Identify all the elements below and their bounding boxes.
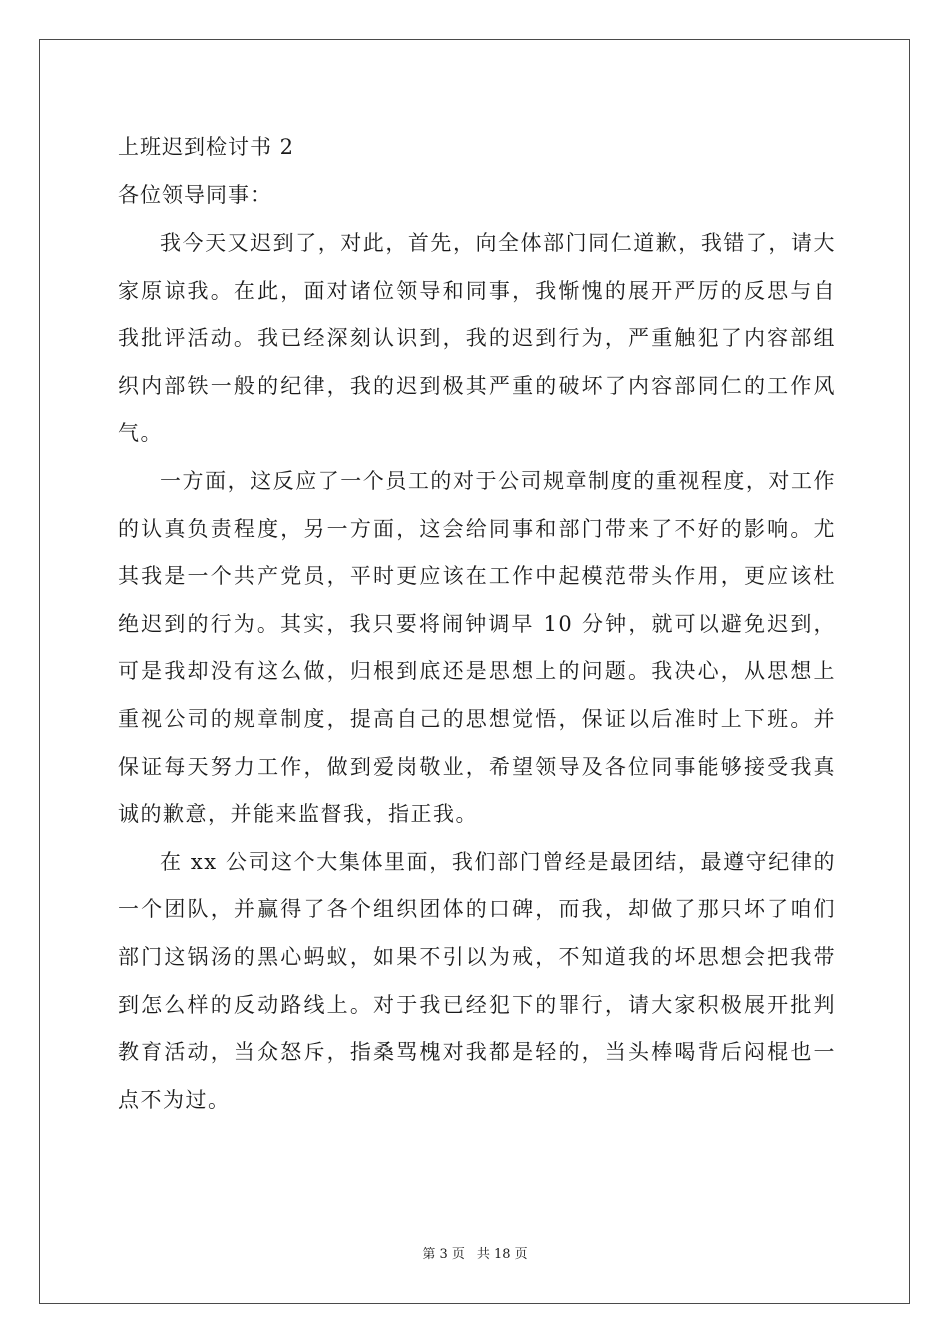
salutation: 各位领导同事： <box>118 183 272 207</box>
page-total: 共 18 页 <box>476 1247 528 1262</box>
document-body <box>118 130 836 1124</box>
paragraph: 一方面，这反应了一个员工的对于公司规章制度的重视程度，对工作的认真负责程度，另一方面，这会给同事和部门带来了不好的影响。尤其我是一个共产党员，平时更应该在工作中起模范带头作用，更应该杜绝迟到的行为。其实，我只要将闹钟调早 10 分钟，就可以避免迟到，可是我却没有这么做，归根到底还是思想上的问题。我决心，从思想上重视公司的规章制度，提高自己的思想觉悟，保证以后准时上下班。并保证每天努力工作，做到爱岗敬业，希望领导及各位同事能够接受我真诚的歉意，并能来监督我，指正我。 <box>118 468 836 827</box>
page-number: 第 3 页 <box>422 1247 465 1262</box>
page-footer <box>0 1246 950 1264</box>
paragraph: 在 xx 公司这个大集体里面，我们部门曾经是最团结，最遵守纪律的一个团队，并赢得了各个组织团体的口碑，而我，却做了那只坏了咱们部门这锅汤的黑心蚂蚁，如果不引以为戒，不知道我的坏思想会把我带到怎么样的反动路线上。对于我已经犯下的罪行，请大家积极展开批判教育活动，当众怒斥，指桑骂槐对我都是轻的，当头棒喝背后闷棍也一点不为过。 <box>118 849 836 1112</box>
document-title: 上班迟到检讨书 2 <box>118 135 295 159</box>
paragraph: 我今天又迟到了，对此，首先，向全体部门同仁道歉，我错了，请大家原谅我。在此，面对诸位领导和同事，我惭愧的展开严厉的反思与自我批评活动。我已经深刻认识到，我的迟到行为，严重触犯了内容部组织内部铁一般的纪律，我的迟到极其严重的破坏了内容部同仁的工作风气。 <box>118 231 836 446</box>
